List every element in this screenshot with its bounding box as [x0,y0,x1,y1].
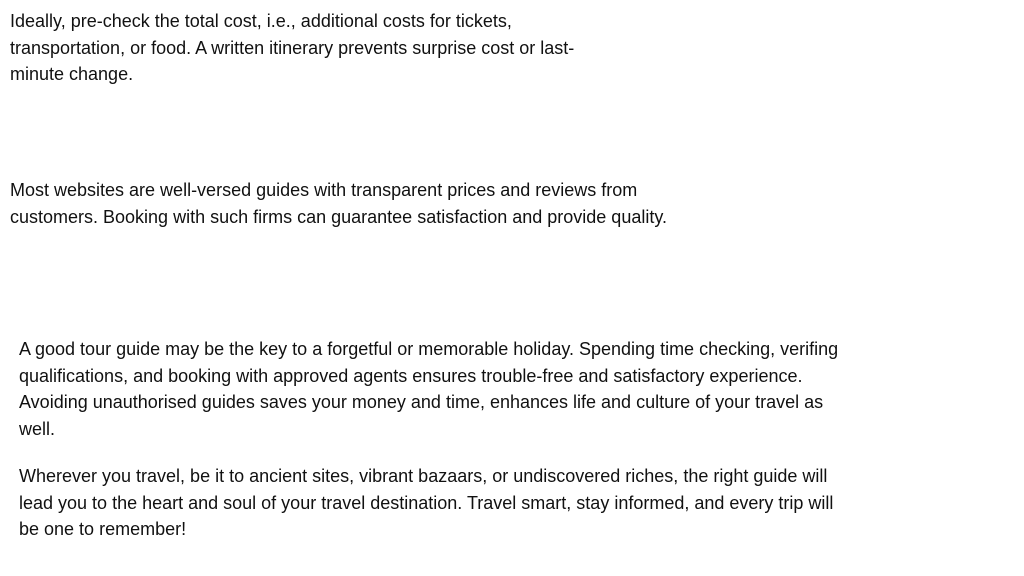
paragraph-cost-check: Ideally, pre-check the total cost, i.e., additional costs for tickets, transportation, or food. A written itinerary prevents surprise cost or last-minute change. [10,11,575,84]
paragraph-good-guide: A good tour guide may be the key to a forgetful or memorable holiday. Spending time checking, verifing qualifications, and booking with approved agents ensures trouble-free and satisfactory experience. Avoiding unauthorised guides saves your money and time, enhances life and culture of your travel as well. [19,339,839,439]
paragraph-websites: Most websites are well-versed guides with transparent prices and reviews from customers. Booking with such firms can guarantee satisfaction and provide quality. [10,180,667,227]
paragraph-conclusion: Wherever you travel, be it to ancient sites, vibrant bazaars, or undiscovered riches, the right guide will lead you to the heart and soul of your travel destination. Travel smart, stay informed, and every trip will be one to remember! [19,466,834,539]
